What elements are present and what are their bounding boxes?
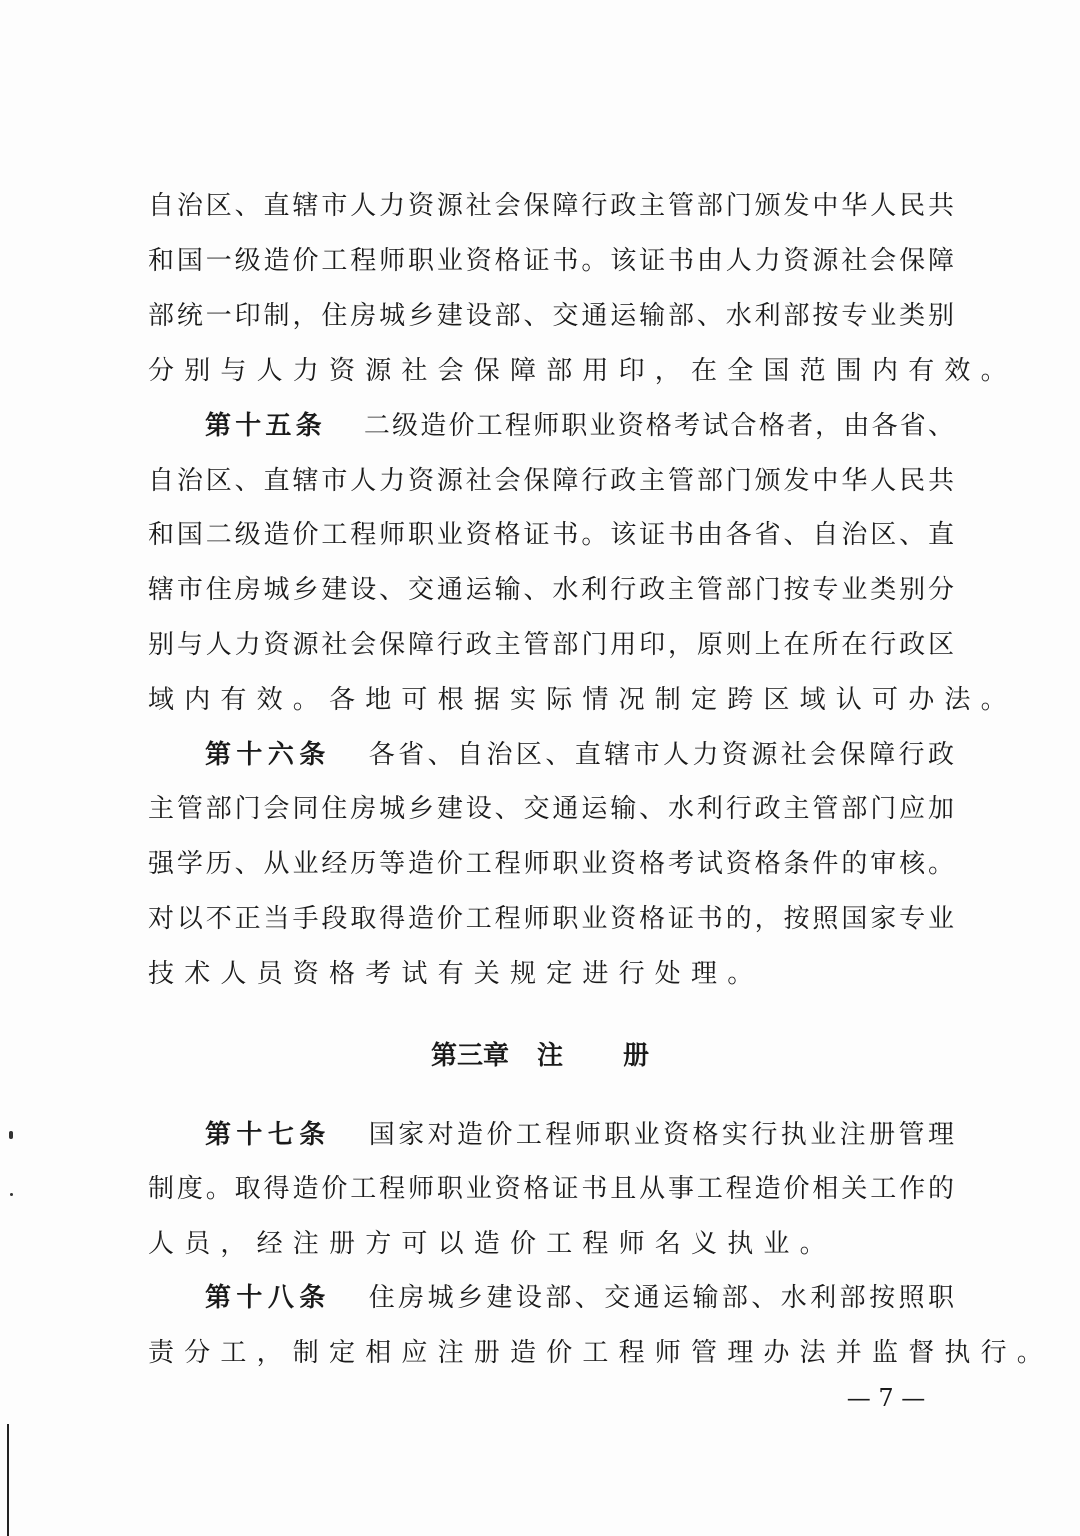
article-18-text: 住房城乡建设部、交通运输部、水利部按照职 bbox=[368, 1283, 954, 1313]
article-16-label: 第十六条 bbox=[205, 740, 331, 770]
body-text-line: 责分工，制定相应注册造价工程师管理办法并监督执行。 bbox=[148, 1338, 1054, 1368]
chapter-number: 第三章 bbox=[430, 1041, 509, 1071]
page-edge-line bbox=[7, 1424, 9, 1536]
body-text-line: 技术人员资格考试有关规定进行处理。 bbox=[148, 959, 764, 989]
body-text-line: 域内有效。各地可根据实际情况制定跨区域认可办法。 bbox=[148, 685, 1017, 715]
page-number: — 7 — bbox=[846, 1384, 926, 1412]
article-15-first-line bbox=[205, 398, 954, 454]
article-15-text: 二级造价工程师职业资格考试合格者，由各省、 bbox=[363, 411, 954, 441]
article-18-first-line bbox=[205, 1270, 954, 1326]
body-text-line: 和国一级造价工程师职业资格证书。该证书由人力资源社会保障 bbox=[148, 246, 954, 276]
body-text-line: 辖市住房城乡建设、交通运输、水利行政主管部门按专业类别分 bbox=[148, 575, 954, 605]
article-17-text: 国家对造价工程师职业资格实行执业注册管理 bbox=[368, 1120, 954, 1150]
body-text-line: 分别与人力资源社会保障部用印，在全国范围内有效。 bbox=[148, 356, 1017, 386]
body-text-line: 制度。取得造价工程师职业资格证书且从事工程造价相关工作的 bbox=[148, 1174, 954, 1204]
article-16-first-line bbox=[205, 727, 954, 783]
article-18-label: 第十八条 bbox=[205, 1283, 331, 1313]
body-text-line: 和国二级造价工程师职业资格证书。该证书由各省、自治区、直 bbox=[148, 520, 954, 550]
article-17-label: 第十七条 bbox=[205, 1120, 331, 1150]
scan-mark bbox=[9, 1131, 13, 1139]
article-15-label: 第十五条 bbox=[205, 411, 326, 441]
body-text-line: 人员，经注册方可以造价工程师名义执业。 bbox=[148, 1229, 836, 1259]
chapter-heading bbox=[0, 1028, 1080, 1084]
scan-mark bbox=[10, 1193, 13, 1196]
body-text-line: 自治区、直辖市人力资源社会保障行政主管部门颁发中华人民共 bbox=[148, 191, 954, 221]
body-text-line: 自治区、直辖市人力资源社会保障行政主管部门颁发中华人民共 bbox=[148, 466, 954, 496]
article-17-first-line bbox=[205, 1107, 954, 1163]
body-text-line: 对以不正当手段取得造价工程师职业资格证书的，按照国家专业 bbox=[148, 904, 954, 934]
body-text-line: 主管部门会同住房城乡建设、交通运输、水利行政主管部门应加 bbox=[148, 794, 954, 824]
body-text-line: 强学历、从业经历等造价工程师职业资格考试资格条件的审核。 bbox=[148, 849, 954, 879]
body-text-line: 部统一印制，住房城乡建设部、交通运输部、水利部按专业类别 bbox=[148, 301, 954, 331]
body-text-line: 别与人力资源社会保障行政主管部门用印，原则上在所在行政区 bbox=[148, 630, 954, 660]
chapter-title: 注册 bbox=[537, 1041, 710, 1071]
article-16-text: 各省、自治区、直辖市人力资源社会保障行政 bbox=[368, 740, 954, 770]
